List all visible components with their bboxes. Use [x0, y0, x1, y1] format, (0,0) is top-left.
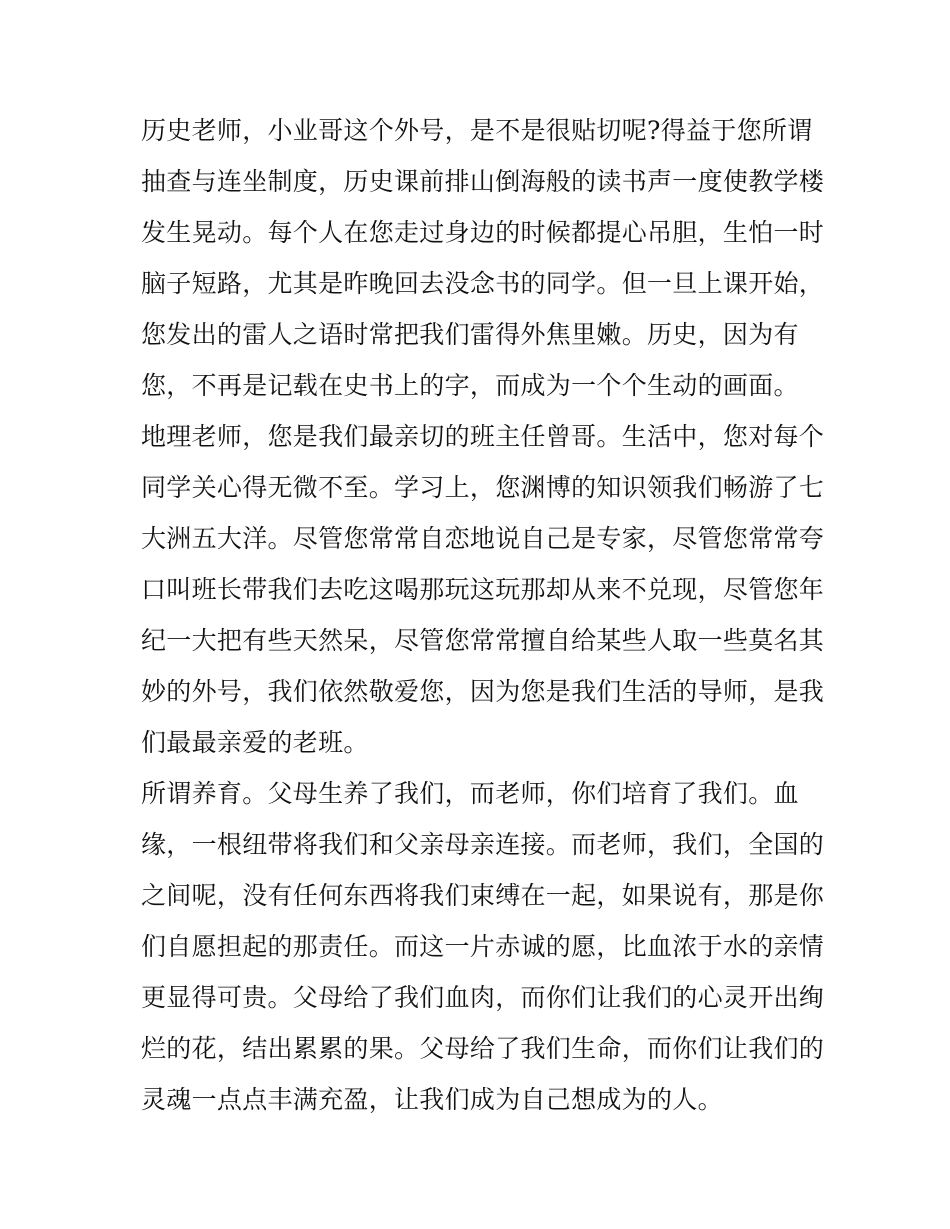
- text-line: 您，不再是记载在史书上的字，而成为一个个生动的画面。: [141, 371, 799, 400]
- text-line: 们自愿担起的那责任。而这一片赤诚的愿，比血浓于水的亲情: [141, 932, 825, 961]
- text-line: 们最最亲爱的老班。: [141, 728, 369, 757]
- body-text: [141, 105, 825, 1125]
- text-line: 缘，一根纽带将我们和父亲母亲连接。而老师，我们，全国的: [141, 830, 825, 859]
- text-line: 脑子短路，尤其是昨晚回去没念书的同学。但一旦上课开始，: [141, 269, 825, 298]
- text-line: 妙的外号，我们依然敬爱您，因为您是我们生活的导师，是我: [141, 677, 825, 706]
- text-line: 发生晃动。每个人在您走过身边的时候都提心吊胆，生怕一时: [141, 218, 825, 247]
- text-line: 您发出的雷人之语时常把我们雷得外焦里嫩。历史，因为有: [141, 320, 799, 349]
- text-line: 烂的花，结出累累的果。父母给了我们生命，而你们让我们的: [141, 1034, 825, 1063]
- text-line: 口叫班长带我们去吃这喝那玩这玩那却从来不兑现，尽管您年: [141, 575, 825, 604]
- text-line: 抽查与连坐制度，历史课前排山倒海般的读书声一度使教学楼: [141, 167, 825, 196]
- text-line: 之间呢，没有任何东西将我们束缚在一起，如果说有，那是你: [141, 881, 825, 910]
- text-line: 更显得可贵。父母给了我们血肉，而你们让我们的心灵开出绚: [141, 983, 825, 1012]
- text-line: 纪一大把有些天然呆，尽管您常常擅自给某些人取一些莫名其: [141, 626, 825, 655]
- text-line: 所谓养育。父母生养了我们，而老师，你们培育了我们。血: [141, 779, 799, 808]
- text-line: 灵魂一点点丰满充盈，让我们成为自己想成为的人。: [141, 1085, 723, 1114]
- text-line: 历史老师，小业哥这个外号，是不是很贴切呢?得益于您所谓: [141, 116, 813, 145]
- text-line: 同学关心得无微不至。学习上，您渊博的知识领我们畅游了七: [141, 473, 825, 502]
- text-line: 地理老师，您是我们最亲切的班主任曾哥。生活中，您对每个: [141, 422, 825, 451]
- text-line: 大洲五大洋。尽管您常常自恋地说自己是专家，尽管您常常夸: [141, 524, 825, 553]
